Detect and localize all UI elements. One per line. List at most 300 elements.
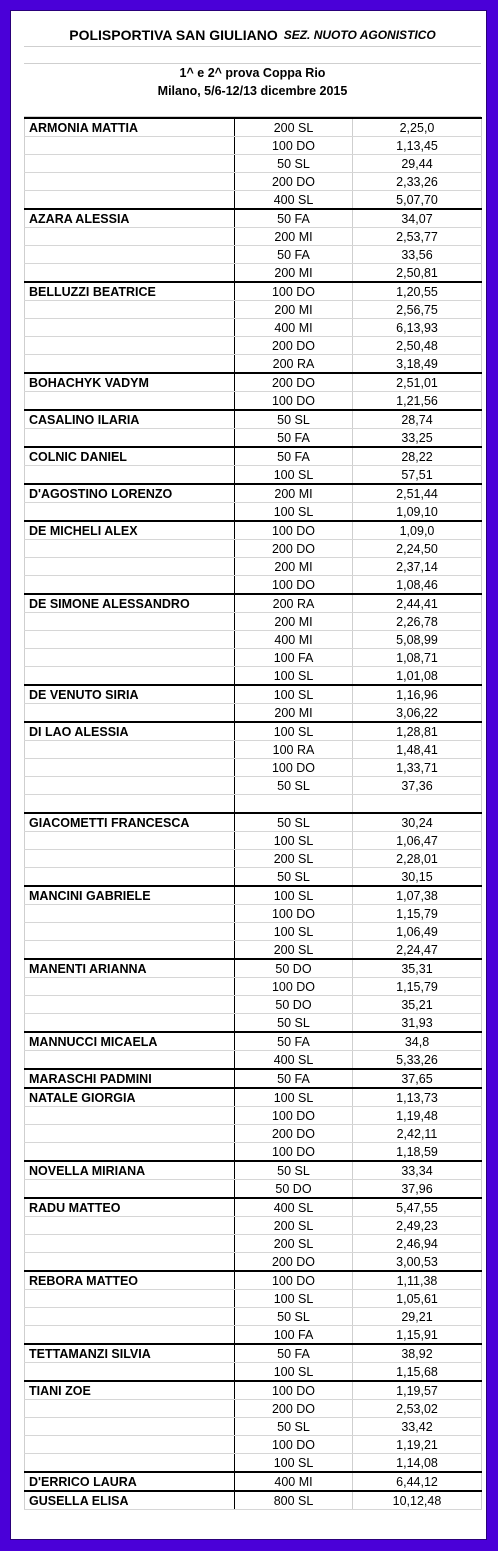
table-row [25,777,482,795]
time-cell: 1,06,49 [353,923,482,941]
athlete-name [25,905,235,923]
event-cell: 100 SL [235,832,353,850]
time-cell: 2,26,78 [353,613,482,631]
time-cell: 1,15,79 [353,978,482,996]
athlete-name [25,759,235,777]
athlete-name [25,741,235,759]
time-cell: 3,06,22 [353,704,482,723]
time-cell: 2,50,81 [353,264,482,283]
table-row [25,868,482,887]
time-cell: 57,51 [353,466,482,485]
time-cell: 35,31 [353,959,482,978]
athlete-name [25,777,235,795]
table-row [25,613,482,631]
event-cell: 50 SL [235,155,353,173]
time-cell: 3,00,53 [353,1253,482,1272]
time-cell: 1,48,41 [353,741,482,759]
title-row [24,24,481,47]
table-row [25,466,482,485]
athlete-name: BOHACHYK VADYM [25,373,235,392]
athlete-name [25,1125,235,1143]
table-row [25,410,482,429]
table-row [25,1436,482,1454]
time-cell: 1,14,08 [353,1454,482,1473]
athlete-name: MARASCHI PADMINI [25,1069,235,1088]
athlete-name [25,850,235,868]
time-cell: 1,06,47 [353,832,482,850]
event-cell: 200 SL [235,1235,353,1253]
time-cell: 1,19,21 [353,1436,482,1454]
event-cell: 50 FA [235,246,353,264]
time-cell: 1,13,45 [353,137,482,155]
event-cell: 100 DO [235,1381,353,1400]
athlete-name [25,429,235,448]
athlete-name: GUSELLA ELISA [25,1491,235,1510]
athlete-name [25,923,235,941]
event-cell: 200 DO [235,1125,353,1143]
table-row [25,1180,482,1199]
table-row [25,282,482,301]
event-cell: 200 DO [235,337,353,355]
event-cell: 200 MI [235,558,353,576]
time-cell: 31,93 [353,1014,482,1033]
event-cell: 100 DO [235,521,353,540]
time-cell: 2,49,23 [353,1217,482,1235]
athlete-name: DI LAO ALESSIA [25,722,235,741]
athlete-name [25,337,235,355]
table-row [25,521,482,540]
table-row [25,540,482,558]
event-cell: 100 DO [235,1143,353,1162]
athlete-name [25,1107,235,1125]
event-cell: 200 RA [235,594,353,613]
event-cell: 100 DO [235,1271,353,1290]
event-cell: 100 FA [235,649,353,667]
time-cell: 1,19,48 [353,1107,482,1125]
time-cell: 1,28,81 [353,722,482,741]
time-cell: 1,05,61 [353,1290,482,1308]
table-row [25,959,482,978]
athlete-name [25,246,235,264]
event-cell: 100 SL [235,1454,353,1473]
table-row [25,1472,482,1491]
event-cell: 200 SL [235,850,353,868]
time-cell: 28,22 [353,447,482,466]
event-cell: 200 SL [235,941,353,960]
event-cell: 200 MI [235,613,353,631]
event-cell: 50 SL [235,410,353,429]
table-row [25,941,482,960]
athlete-name [25,466,235,485]
athlete-name [25,319,235,337]
event-cell: 50 DO [235,959,353,978]
time-cell: 33,56 [353,246,482,264]
table-row [25,1014,482,1033]
time-cell [353,795,482,814]
time-cell: 2,50,48 [353,337,482,355]
event-cell: 200 RA [235,355,353,374]
time-cell: 2,25,0 [353,118,482,137]
athlete-name [25,301,235,319]
athlete-name: NOVELLA MIRIANA [25,1161,235,1180]
event-cell: 200 MI [235,228,353,246]
event-cell: 100 SL [235,1290,353,1308]
athlete-name [25,1235,235,1253]
table-row [25,832,482,850]
athlete-name [25,1363,235,1382]
table-row [25,264,482,283]
athlete-name [25,264,235,283]
athlete-name [25,1290,235,1308]
event-cell: 400 SL [235,191,353,210]
table-row [25,1107,482,1125]
athlete-name: D'ERRICO LAURA [25,1472,235,1491]
event-cell: 100 SL [235,503,353,522]
athlete-name [25,392,235,411]
event-cell: 200 DO [235,540,353,558]
time-cell: 2,42,11 [353,1125,482,1143]
table-row [25,1235,482,1253]
athlete-name [25,1418,235,1436]
time-cell: 37,65 [353,1069,482,1088]
table-row [25,667,482,686]
athlete-name [25,1253,235,1272]
athlete-name [25,1217,235,1235]
table-row [25,631,482,649]
event-cell: 50 FA [235,1032,353,1051]
table-row [25,392,482,411]
table-row [25,137,482,155]
time-cell: 5,08,99 [353,631,482,649]
athlete-name: GIACOMETTI FRANCESCA [25,813,235,832]
athlete-name: REBORA MATTEO [25,1271,235,1290]
table-row [25,1326,482,1345]
time-cell: 2,28,01 [353,850,482,868]
event-cell: 100 DO [235,392,353,411]
athlete-name [25,978,235,996]
table-row [25,1454,482,1473]
table-row [25,228,482,246]
athlete-name: TETTAMANZI SILVIA [25,1344,235,1363]
time-cell: 1,09,0 [353,521,482,540]
time-cell: 1,33,71 [353,759,482,777]
table-row [25,1032,482,1051]
table-row [25,373,482,392]
time-cell: 2,53,02 [353,1400,482,1418]
time-cell: 2,44,41 [353,594,482,613]
event-cell: 50 FA [235,209,353,228]
event-cell: 200 DO [235,373,353,392]
time-cell: 1,11,38 [353,1271,482,1290]
athlete-name: ARMONIA MATTIA [25,118,235,137]
athlete-name [25,228,235,246]
table-row [25,741,482,759]
event-cell: 100 DO [235,978,353,996]
time-cell: 2,53,77 [353,228,482,246]
page-frame [10,10,487,1540]
time-cell: 1,13,73 [353,1088,482,1107]
event-cell: 100 SL [235,1088,353,1107]
athlete-name [25,996,235,1014]
time-cell: 34,07 [353,209,482,228]
table-row [25,759,482,777]
event-cell: 100 SL [235,886,353,905]
table-row [25,1271,482,1290]
table-row [25,558,482,576]
table-row [25,1125,482,1143]
time-cell: 2,24,47 [353,941,482,960]
event-cell: 50 SL [235,1161,353,1180]
athlete-name [25,795,235,814]
athlete-name: TIANI ZOE [25,1381,235,1400]
athlete-name: CASALINO ILARIA [25,410,235,429]
event-cell: 100 DO [235,1107,353,1125]
event-cell: 400 SL [235,1051,353,1070]
results-sheet [24,24,481,1510]
athlete-name: COLNIC DANIEL [25,447,235,466]
table-row [25,173,482,191]
table-row [25,1253,482,1272]
athlete-name [25,1143,235,1162]
event-cell: 800 SL [235,1491,353,1510]
table-row [25,649,482,667]
table-row [25,1363,482,1382]
table-row [25,978,482,996]
athlete-name: MANNUCCI MICAELA [25,1032,235,1051]
time-cell: 1,08,71 [353,649,482,667]
athlete-name [25,503,235,522]
event-place-date: Milano, 5/6-12/13 dicembre 2015 [157,84,348,98]
table-row [25,1344,482,1363]
event-cell: 100 SL [235,466,353,485]
table-row [25,1051,482,1070]
athlete-name [25,832,235,850]
time-cell: 3,18,49 [353,355,482,374]
table-row [25,594,482,613]
event-cell: 100 SL [235,685,353,704]
time-cell: 1,09,10 [353,503,482,522]
event-cell: 200 SL [235,1217,353,1235]
time-cell: 37,96 [353,1180,482,1199]
athlete-name [25,137,235,155]
table-row [25,704,482,723]
athlete-name: AZARA ALESSIA [25,209,235,228]
section-name: SEZ. NUOTO AGONISTICO [283,28,436,42]
event-cell: 50 SL [235,868,353,887]
table-row [25,484,482,503]
time-cell: 2,51,44 [353,484,482,503]
table-row [25,1161,482,1180]
time-cell: 34,8 [353,1032,482,1051]
athlete-name: NATALE GIORGIA [25,1088,235,1107]
table-row [25,1069,482,1088]
time-cell: 1,15,68 [353,1363,482,1382]
table-row [25,447,482,466]
event-cell: 200 MI [235,264,353,283]
time-cell: 2,56,75 [353,301,482,319]
table-row [25,722,482,741]
time-cell: 33,34 [353,1161,482,1180]
table-row [25,886,482,905]
event-cell: 50 SL [235,777,353,795]
athlete-name [25,649,235,667]
event-cell: 50 SL [235,1418,353,1436]
athlete-name [25,1014,235,1033]
table-row [25,850,482,868]
table-row [25,1198,482,1217]
time-cell: 1,15,91 [353,1326,482,1345]
athlete-name [25,1400,235,1418]
event-cell: 200 MI [235,301,353,319]
event-cell: 50 FA [235,1344,353,1363]
table-row [25,1491,482,1510]
time-cell: 29,21 [353,1308,482,1326]
athlete-name [25,667,235,686]
time-cell: 5,33,26 [353,1051,482,1070]
time-cell: 5,47,55 [353,1198,482,1217]
event-cell: 50 SL [235,1014,353,1033]
time-cell: 1,19,57 [353,1381,482,1400]
athlete-name [25,1326,235,1345]
event-cell: 100 FA [235,1326,353,1345]
event-cell: 50 FA [235,1069,353,1088]
table-row [25,246,482,264]
event-cell: 400 SL [235,1198,353,1217]
event-cell: 50 SL [235,1308,353,1326]
time-cell: 1,18,59 [353,1143,482,1162]
athlete-name: D'AGOSTINO LORENZO [25,484,235,503]
time-cell: 2,51,01 [353,373,482,392]
athlete-name: DE MICHELI ALEX [25,521,235,540]
event-cell: 100 SL [235,667,353,686]
event-cell: 100 SL [235,1363,353,1382]
event-cell: 100 DO [235,1436,353,1454]
event-cell: 100 SL [235,722,353,741]
athlete-name [25,941,235,960]
time-cell: 30,24 [353,813,482,832]
athlete-name: DE SIMONE ALESSANDRO [25,594,235,613]
athlete-name [25,631,235,649]
event-cell: 400 MI [235,1472,353,1491]
event-cell: 100 DO [235,137,353,155]
event-cell: 100 DO [235,759,353,777]
time-cell: 10,12,48 [353,1491,482,1510]
table-row [25,1290,482,1308]
event-cell: 200 MI [235,484,353,503]
event-title: 1^ e 2^ prova Coppa Rio [179,66,326,80]
time-cell: 1,07,38 [353,886,482,905]
event-cell: 100 DO [235,282,353,301]
table-row [25,355,482,374]
event-cell [235,795,353,814]
athlete-name: RADU MATTEO [25,1198,235,1217]
table-row [25,1381,482,1400]
event-cell: 50 DO [235,996,353,1014]
table-row [25,118,482,137]
table-row [25,301,482,319]
event-cell: 400 MI [235,631,353,649]
athlete-name [25,558,235,576]
time-cell: 1,20,55 [353,282,482,301]
table-row [25,319,482,337]
table-row [25,1400,482,1418]
table-row [25,429,482,448]
event-cell: 50 DO [235,1180,353,1199]
time-cell: 28,74 [353,410,482,429]
event-cell: 200 DO [235,1400,353,1418]
event-cell: 400 MI [235,319,353,337]
event-cell: 100 RA [235,741,353,759]
athlete-name [25,540,235,558]
table-row [25,209,482,228]
table-row [25,1217,482,1235]
time-cell: 30,15 [353,868,482,887]
time-cell: 6,13,93 [353,319,482,337]
time-cell: 1,15,79 [353,905,482,923]
athlete-name: DE VENUTO SIRIA [25,685,235,704]
time-cell: 33,42 [353,1418,482,1436]
table-row [25,1143,482,1162]
athlete-name [25,173,235,191]
time-cell: 1,08,46 [353,576,482,595]
table-row [25,337,482,355]
table-row [25,155,482,173]
time-cell: 35,21 [353,996,482,1014]
table-row [25,905,482,923]
time-cell: 2,33,26 [353,173,482,191]
club-name: POLISPORTIVA SAN GIULIANO [69,27,278,43]
event-cell: 50 FA [235,429,353,448]
time-cell: 1,21,56 [353,392,482,411]
athlete-name [25,1180,235,1199]
spacer-row [24,100,481,117]
table-row [25,191,482,210]
time-cell: 2,37,14 [353,558,482,576]
athlete-name [25,1051,235,1070]
athlete-name [25,155,235,173]
athlete-name [25,1308,235,1326]
event-cell: 200 DO [235,173,353,191]
event-cell: 100 DO [235,576,353,595]
athlete-name [25,1436,235,1454]
time-cell: 1,01,08 [353,667,482,686]
athlete-name [25,613,235,631]
table-row [25,795,482,814]
athlete-name [25,704,235,723]
table-row [25,1308,482,1326]
table-row [25,813,482,832]
event-cell: 200 MI [235,704,353,723]
event-cell: 100 DO [235,905,353,923]
table-row [25,685,482,704]
event-cell: 200 DO [235,1253,353,1272]
time-cell: 2,46,94 [353,1235,482,1253]
time-cell: 37,36 [353,777,482,795]
table-row [25,503,482,522]
athlete-name [25,576,235,595]
time-cell: 33,25 [353,429,482,448]
athlete-name [25,355,235,374]
event-cell: 50 FA [235,447,353,466]
event-cell: 50 SL [235,813,353,832]
event-cell: 200 SL [235,118,353,137]
results-table [24,117,482,1510]
time-cell: 5,07,70 [353,191,482,210]
table-row [25,1418,482,1436]
athlete-name: MANENTI ARIANNA [25,959,235,978]
time-cell: 38,92 [353,1344,482,1363]
athlete-name [25,1454,235,1473]
